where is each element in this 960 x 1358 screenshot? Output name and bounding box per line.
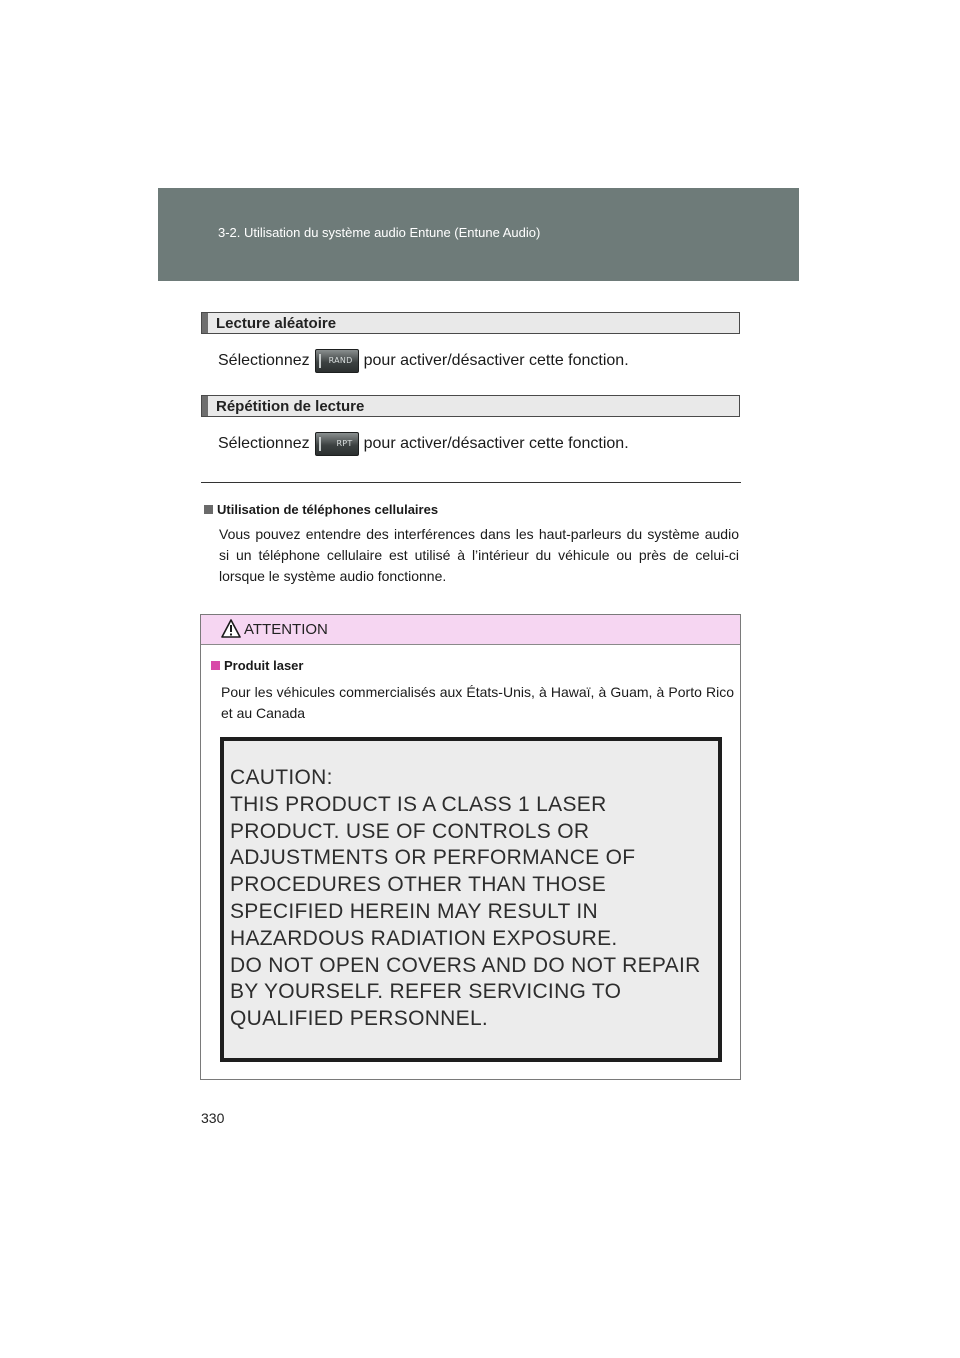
label-line: ADJUSTMENTS OR PERFORMANCE OF xyxy=(230,846,636,870)
rpt-button-label: RPT xyxy=(336,439,353,448)
rpt-button[interactable] xyxy=(315,432,359,456)
instruction-text-after: pour activer/désactiver cette fonction. xyxy=(363,352,629,369)
caution-box xyxy=(200,614,741,1080)
instruction-text-before: Sélectionnez xyxy=(218,352,310,369)
caution-title: ATTENTION xyxy=(244,621,328,638)
breadcrumb: 3-2. Utilisation du système audio Entune (Entune Audio) xyxy=(218,225,541,240)
divider xyxy=(201,482,741,483)
instruction-text-after: pour activer/désactiver cette fonction. xyxy=(363,435,629,452)
page-number: 330 xyxy=(201,1110,225,1126)
section-title-bar-random xyxy=(201,312,740,334)
rand-button[interactable] xyxy=(315,349,359,373)
label-line: DO NOT OPEN COVERS AND DO NOT REPAIR xyxy=(230,953,701,977)
label-line: HAZARDOUS RADIATION EXPOSURE. xyxy=(230,926,618,950)
rand-button-label: RAND xyxy=(328,356,353,365)
label-line: BY YOURSELF. REFER SERVICING TO xyxy=(230,980,622,1004)
chapter-header xyxy=(158,188,799,281)
label-line: PROCEDURES OTHER THAN THOSE xyxy=(230,873,607,897)
label-line: QUALIFIED PERSONNEL. xyxy=(230,1007,489,1031)
label-line: CAUTION: xyxy=(230,766,333,789)
note-heading: Utilisation de téléphones cellulaires xyxy=(204,502,438,517)
laser-caution-label xyxy=(220,737,722,1062)
label-line: PRODUCT. USE OF CONTROLS OR xyxy=(230,819,590,843)
label-line: THIS PRODUCT IS A CLASS 1 LASER xyxy=(230,792,607,816)
instruction-random xyxy=(218,349,629,373)
label-line: SPECIFIED HEREIN MAY RESULT IN xyxy=(230,899,599,923)
laser-body: Pour les véhicules commercialisés aux États-Unis, à Hawaï, à Guam, à Porto Rico et au Canada xyxy=(221,684,734,721)
section-title-bar-repeat xyxy=(201,395,740,417)
note-body: Vous pouvez entendre des interférences dans les haut-parleurs du système audio si un téléphone cellulaire est utilisé à l’intérieur du véhicule ou près de celui-ci lorsque le système audio fonctionne. xyxy=(219,526,739,584)
warning-triangle-icon xyxy=(221,619,241,638)
laser-subheading: Produit laser xyxy=(211,658,303,673)
caution-header xyxy=(201,615,740,645)
label-text xyxy=(230,765,701,1033)
square-bullet-icon xyxy=(211,661,220,670)
section-title-repeat: Répétition de lecture xyxy=(216,398,365,415)
section-title-random: Lecture aléatoire xyxy=(216,315,337,332)
instruction-text-before: Sélectionnez xyxy=(218,435,310,452)
square-bullet-icon xyxy=(204,505,213,514)
instruction-repeat xyxy=(218,432,629,456)
